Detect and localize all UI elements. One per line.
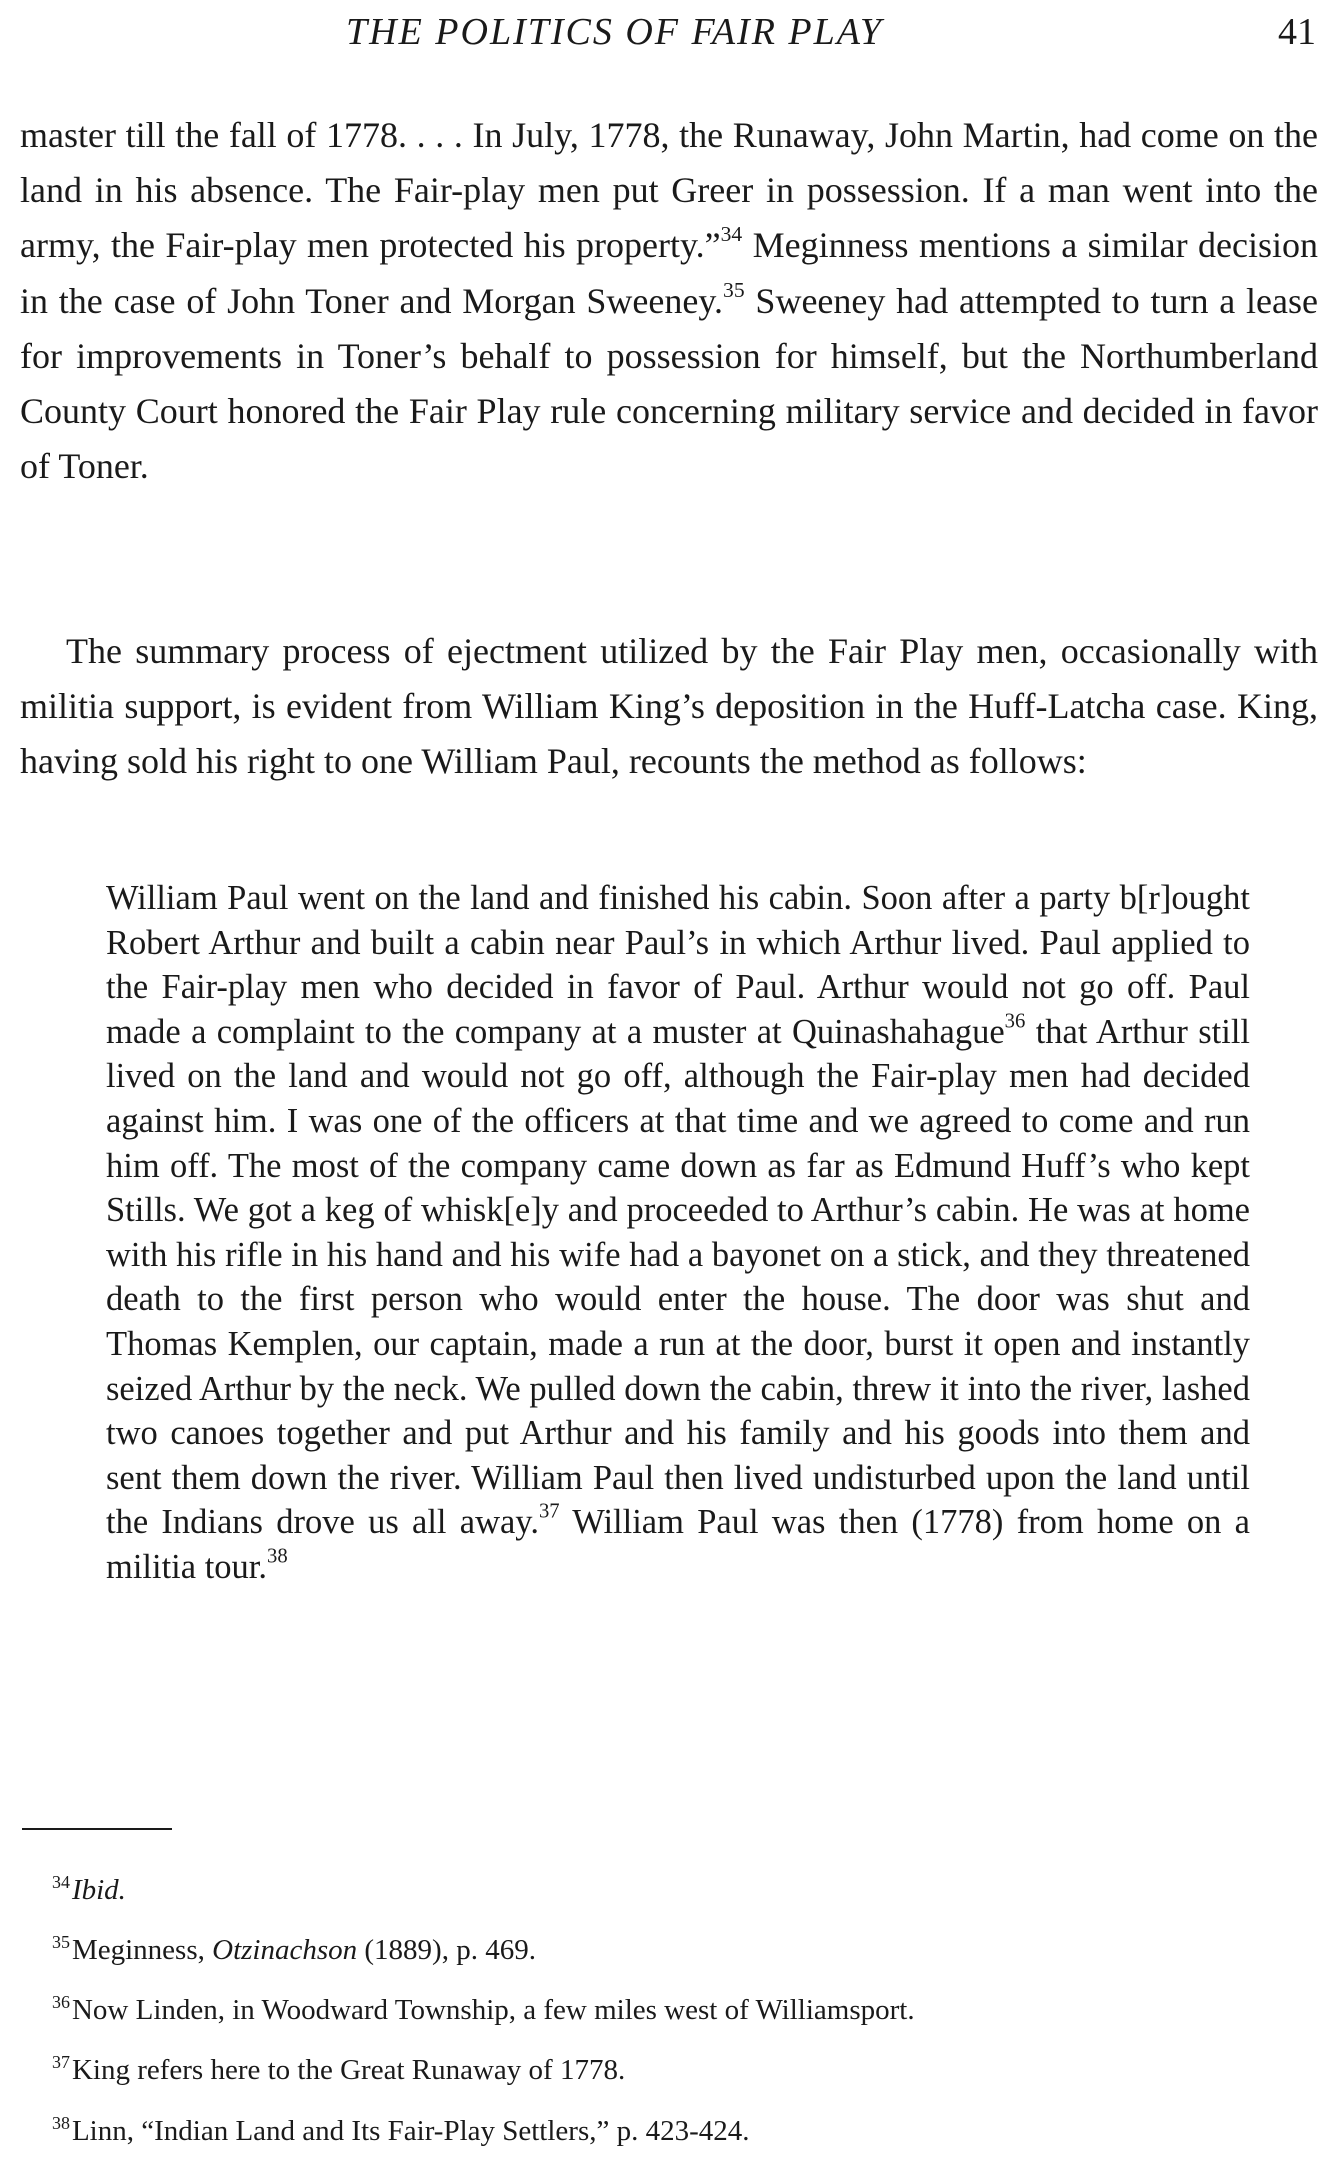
footnote-number: 34 (52, 1872, 70, 1892)
page-header (0, 6, 1334, 62)
footnotes (52, 1856, 1322, 2157)
block-quote (106, 876, 1250, 1590)
footnote-number: 38 (52, 2112, 70, 2133)
footnote-italic: Ibid. (71, 1874, 126, 1907)
quote-text: that Arthur still lived on the land and would not go off, although the Fair-play men had decided against him. I was one of the officers at that time and we agreed to come and run him off. The most of the company came down as far as Edmund Huff’s who kept Stills. We got a keg of whisk[e]y and proceeded to Arthur’s cabin. He was at home with his rifle in his hand and his wife had a bayonet on a stick, and they threatened death to the first person who would enter the house. The door was shut and Thomas Kemplen, our captain, made a run at the door, burst it open and instantly seized Arthur by the neck. We pulled down the cabin, threw it into the river, lashed two canoes together and put Arthur and his family and his goods into them and sent them down the river. William Paul then lived undisturbed upon the land until the Indians drove us all away. (106, 1012, 1250, 1542)
footnote-text: Linn, “Indian Land and Its Fair-Play Settlers,” p. 423-424. (71, 2114, 750, 2147)
footnote-37 (52, 2036, 1322, 2096)
footnote-number: 35 (52, 1932, 70, 1953)
body-paragraph-2 (20, 624, 1318, 790)
footnote-text: (1889), p. 469. (357, 1934, 536, 1967)
paragraph-text: master till the fall of 1778. . . . In July, 1778, the Runaway, John Martin, had come on the land in his absence. The Fair-play men put Greer in possession. If a man went into the army, the Fair-play men protected his property.” (20, 115, 1318, 266)
footnote-italic: Otzinachson (212, 1934, 358, 1967)
footnote-text: Meginness, (71, 1934, 213, 1967)
page-number: 41 (1278, 11, 1316, 53)
running-head: THE POLITICS OF FAIR PLAY (346, 11, 884, 53)
footnote-text: Now Linden, in Woodward Township, a few miles west of Williamsport. (71, 1994, 915, 2027)
footnote-ref-36: 36 (1004, 1010, 1026, 1033)
footnote-ref-38: 38 (267, 1545, 288, 1568)
quote-text: William Paul was then (1778) from home on a militia tour. (106, 1503, 1250, 1586)
body-paragraph-1 (20, 108, 1318, 494)
footnote-rule (22, 1828, 172, 1830)
footnote-ref-34: 34 (720, 222, 743, 247)
paragraph-text: Sweeney had attempted to turn a lease for improvements in Toner’s behalf to possession for himself, but the Northumberland County Court honored the Fair Play rule concerning military service and decided in favor of Toner. (20, 280, 1319, 487)
footnote-34 (52, 1856, 1322, 1916)
footnote-number: 36 (52, 1992, 70, 2013)
footnote-36 (52, 1976, 1322, 2036)
footnote-ref-35: 35 (723, 277, 745, 302)
footnote-text: King refers here to the Great Runaway of 1778. (71, 2054, 626, 2087)
footnote-38 (52, 2097, 1322, 2157)
footnote-ref-37: 37 (538, 1500, 560, 1523)
footnote-35 (52, 1916, 1322, 1976)
paragraph-text: Meginness mentions a similar decision in the case of John Toner and Morgan Sweeney. (20, 225, 1318, 321)
quote-text: William Paul went on the land and finished his cabin. Soon after a party b[r]ought Robert Arthur and built a cabin near Paul’s in which Arthur lived. Paul applied to the Fair-play men who decided in favor of Paul. Arthur would not go off. Paul made a complaint to the company at a muster at Quinashahague (106, 879, 1250, 1051)
paragraph-text: The summary process of ejectment utilized by the Fair Play men, occasionally with militia support, is evident from William King’s deposition in the Huff-Latcha case. King, having sold his right to one William Paul, recounts the method as follows: (20, 631, 1318, 782)
footnote-number: 37 (52, 2052, 70, 2073)
